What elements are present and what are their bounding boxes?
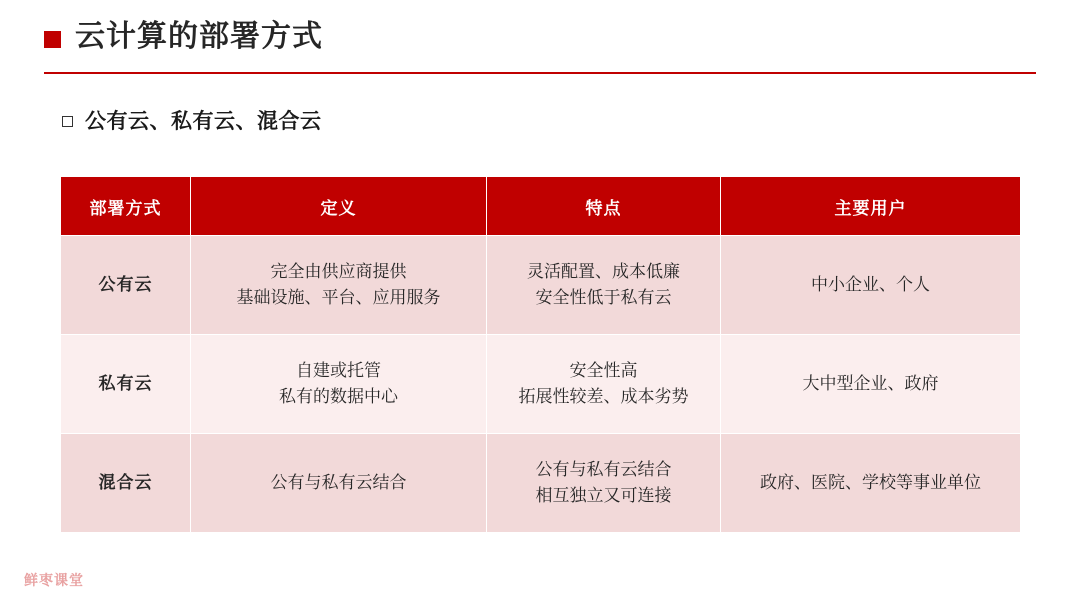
table-row: [61, 335, 1021, 434]
title-text: 云计算的部署方式: [75, 20, 323, 53]
cell-users: [721, 434, 1021, 533]
square-bullet-icon: [62, 116, 73, 127]
column-header-features: 特点: [487, 177, 721, 236]
cell-text-line: 公有与私有云结合: [270, 472, 407, 492]
footer-watermark: 鲜枣课堂: [24, 572, 84, 588]
table-row: [61, 434, 1021, 533]
table-header: [61, 177, 1021, 236]
cell-text-line: 自建或托管: [296, 360, 381, 380]
subtitle: [62, 105, 322, 135]
cell-definition: [191, 335, 487, 434]
table-row: [61, 236, 1021, 335]
title-bullet-icon: [44, 31, 61, 48]
cell-users: [721, 335, 1021, 434]
cell-features: [487, 434, 721, 533]
page-title: [44, 22, 323, 52]
title-divider: [44, 72, 1036, 74]
comparison-table: [60, 176, 1021, 533]
cell-deployment-name: 私有云: [61, 335, 191, 434]
cell-text-line: 政府、医院、学校等事业单位: [760, 472, 981, 492]
table-body: [61, 236, 1021, 533]
cell-text-line: 灵活配置、成本低廉: [527, 261, 680, 281]
cell-definition: [191, 236, 487, 335]
subtitle-text: 公有云、私有云、混合云: [85, 110, 322, 133]
column-header-definition: 定义: [191, 177, 487, 236]
cell-users: [721, 236, 1021, 335]
column-header-users: 主要用户: [721, 177, 1021, 236]
cell-text-line: 公有与私有云结合: [535, 459, 672, 479]
cell-text-line: 完全由供应商提供: [270, 261, 407, 281]
cell-definition: [191, 434, 487, 533]
table-header-row: [61, 177, 1021, 236]
cell-text-line: 安全性低于私有云: [535, 288, 672, 307]
cell-text-line: 基础设施、平台、应用服务: [236, 288, 441, 307]
column-header-deployment: 部署方式: [61, 177, 191, 236]
cell-deployment-name: 公有云: [61, 236, 191, 335]
cell-text-line: 私有的数据中心: [279, 387, 398, 406]
cell-deployment-name: 混合云: [61, 434, 191, 533]
cell-text-line: 相互独立又可连接: [535, 486, 672, 505]
cell-text-line: 拓展性较差、成本劣势: [518, 387, 689, 406]
comparison-table-wrapper: [60, 176, 1020, 533]
cell-text-line: 中小企业、个人: [811, 274, 930, 294]
cell-text-line: 大中型企业、政府: [802, 373, 939, 393]
cell-text-line: 安全性高: [569, 360, 638, 380]
cell-features: [487, 335, 721, 434]
cell-features: [487, 236, 721, 335]
